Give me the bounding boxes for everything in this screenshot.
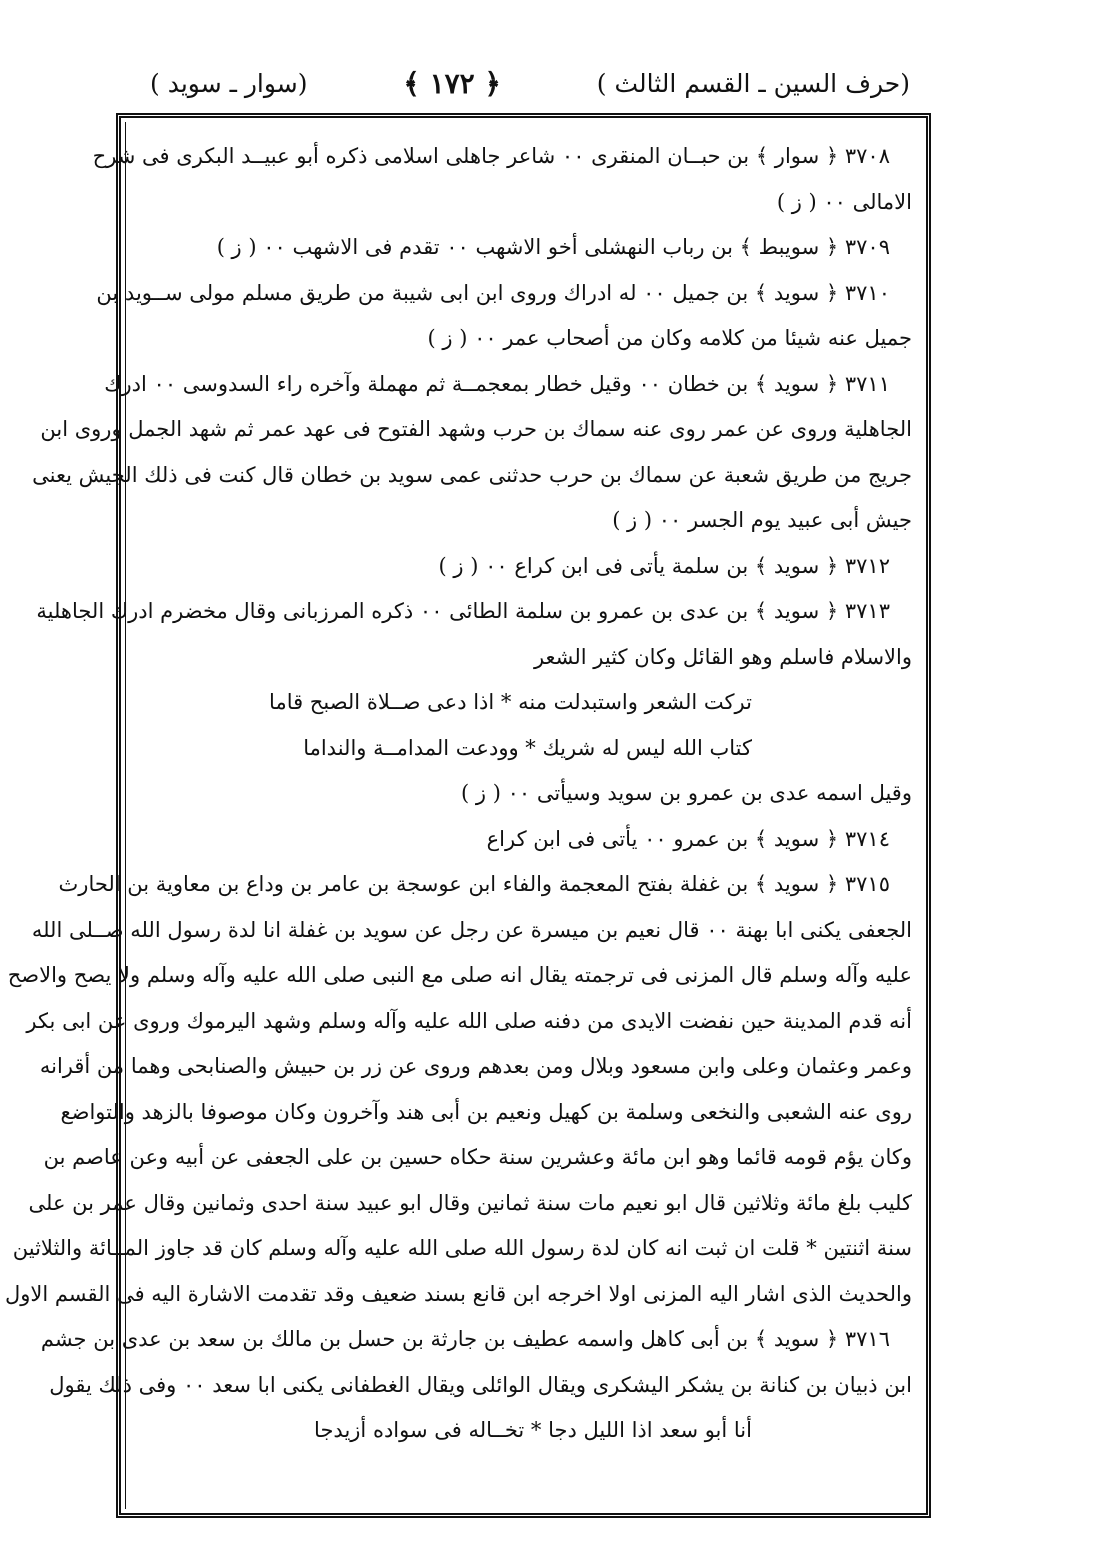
header-entry-range: (سوار ـ سويد ) — [150, 68, 308, 98]
entry-3708 — [92, 134, 912, 225]
entry-line: وقيل اسمه عدى بن عمرو بن سويد وسيأتى ٠٠ ( ز ) — [461, 781, 912, 805]
entry-3713 — [36, 589, 912, 817]
entry-3709 — [135, 225, 912, 271]
entry-line: والحديث الذى اشار اليه المزنى اولا اخرجه ابن قانع بسند ضعيف وقد تقدمت الاشارة اليه فى القسم الاول — [4, 1281, 912, 1306]
entry-line: ٣٧١٢ ﴿ سويد ﴾ بن سلمة يأتى فى ابن كراع ٠٠ ( ز ) — [438, 553, 890, 578]
entry-line: سنة اثنتين * قلت ان ثبت انه كان لدة رسول الله صلى الله عليه وآله وسلم كان قد جاوز المــائة والثلاثين — [12, 1236, 912, 1260]
entry-line: ٣٧٠٩ ﴿ سويبط ﴾ بن رباب النهشلى أخو الاشهب ٠٠ تقدم فى الاشهب ٠٠ ( ز ) — [216, 235, 890, 259]
entry-line: وعمر وعثمان وعلى وابن مسعود وبلال ومن بعدهم وروى عن زر بن حبيش والصنابحى وهما من أقرانه — [39, 1054, 912, 1078]
entry-line: الجعفى يكنى ابا بهنة ٠٠ قال نعيم بن ميسرة عن رجل عن سويد بن غفلة انا لدة رسول الله صــلى الله — [31, 917, 912, 942]
entry-line: وكان يؤم قومه قائما وهو ابن مائة وعشرين سنة حكاه حسين بن على الجعفى عن أبيه وعن عاصم بن — [43, 1145, 912, 1169]
entry-line: ٣٧١٤ ﴿ سويد ﴾ بن عمرو ٠٠ يأتى فى ابن كراع — [486, 826, 890, 851]
entry-line: والاسلام فاسلم وهو القائل وكان كثير الشعر — [533, 644, 912, 669]
entry-line: ٣٧١٥ ﴿ سويد ﴾ بن غفلة بفتح المعجمة والفاء ابن عوسجة بن عامر بن وداع بن معاوية بن الحارث — [58, 872, 890, 896]
entry-line: جيش أبى عبيد يوم الجسر ٠٠ ( ز ) — [612, 508, 912, 532]
entry-line: عليه وآله وسلم قال المزنى فى ترجمته يقال انه صلى مع النبى صلى الله عليه وآله وسلم ولا يصح والاصح — [7, 963, 912, 987]
entry-line: أنه قدم المدينة حين نفضت الايدى من دفنه صلى الله عليه وآله وسلم وشهد اليرموك وروى عن ابى بكر — [26, 1008, 912, 1033]
header-section-title: (حرف السين ـ القسم الثالث ) — [596, 68, 910, 98]
entry-3715 — [4, 862, 912, 1317]
entry-line: جريج من طريق شعبة عن سماك بن حرب حدثنى عمى سويد بن خطان قال كنت فى ذلك الجيش يعنى — [32, 462, 912, 487]
entry-line: ٣٧١٦ ﴿ سويد ﴾ بن أبى كاهل واسمه عطيف بن جارثة بن حسل بن مالك بن سعد بن عدى بن جشم — [40, 1327, 890, 1351]
poem-verse: تركت الشعر واستبدلت منه * اذا دعى صــلاة الصبح قاما — [269, 690, 752, 714]
entry-line: روى عنه الشعبى والنخعى وسلمة بن كهيل ونعيم بن أبى هند وآخرون وكان موصوفا بالزهد والتواضع — [60, 1099, 912, 1124]
entry-line: الامالى ٠٠ ( ز ) — [776, 189, 912, 214]
entry-line: ٣٧١٣ ﴿ سويد ﴾ بن عدى بن عمرو بن سلمة الطائى ٠٠ ذكره المرزبانى وقال مخضرم ادرك الجاهلية — [36, 599, 890, 623]
entry-3712 — [135, 544, 912, 590]
entry-line: ابن ذبيان بن كنانة بن يشكر اليشكرى ويقال الوائلى ويقال الغطفانى يكنى ابا سعد ٠٠ وفى ذلك يقول — [49, 1372, 912, 1397]
entry-3711 — [32, 362, 912, 544]
entry-3716 — [40, 1317, 912, 1454]
page-header — [150, 58, 910, 108]
entry-line: ٣٧١٠ ﴿ سويد ﴾ بن جميل ٠٠ له ادراك وروى ابن ابى شيبة من طريق مسلم مولى ســويد بن — [96, 280, 890, 305]
entry-3710 — [96, 271, 912, 362]
entry-line: ٣٧١١ ﴿ سويد ﴾ بن خطان ٠٠ وقيل خطار بمعجمــة ثم مهملة وآخره راء السدوسى ٠٠ ادرك — [104, 371, 890, 396]
poem-verse: كتاب الله ليس له شريك * وودعت المدامــة والنداما — [303, 735, 752, 760]
entry-line: ٣٧٠٨ ﴿ سوار ﴾ بن حبــان المنقرى ٠٠ شاعر جاهلى اسلامى ذكره أبو عبيــد البكرى فى شرح — [92, 144, 890, 168]
page-body-frame — [4, 113, 931, 1518]
poem-verse: أنا أبو سعد اذا الليل دجا * تخــاله فى سواده أزيدجا — [314, 1418, 752, 1442]
entry-line: جميل عنه شيئا من كلامه وكان من أصحاب عمر ٠٠ ( ز ) — [427, 326, 912, 350]
entry-3714 — [135, 817, 912, 863]
entry-line: الجاهلية وروى عن عمر روى عنه سماك بن حرب وشهد الفتوح فى عهد عمر ثم شهد الجمل وروى ابن — [40, 417, 912, 441]
entry-line: كليب بلغ مائة وثلاثين قال ابو نعيم مات سنة ثمانين وقال ابو عبيد سنة احدى وثمانين وقال عمر بن على — [28, 1190, 912, 1215]
page-number: ﴿ ١٧٢ ﴾ — [403, 66, 501, 100]
